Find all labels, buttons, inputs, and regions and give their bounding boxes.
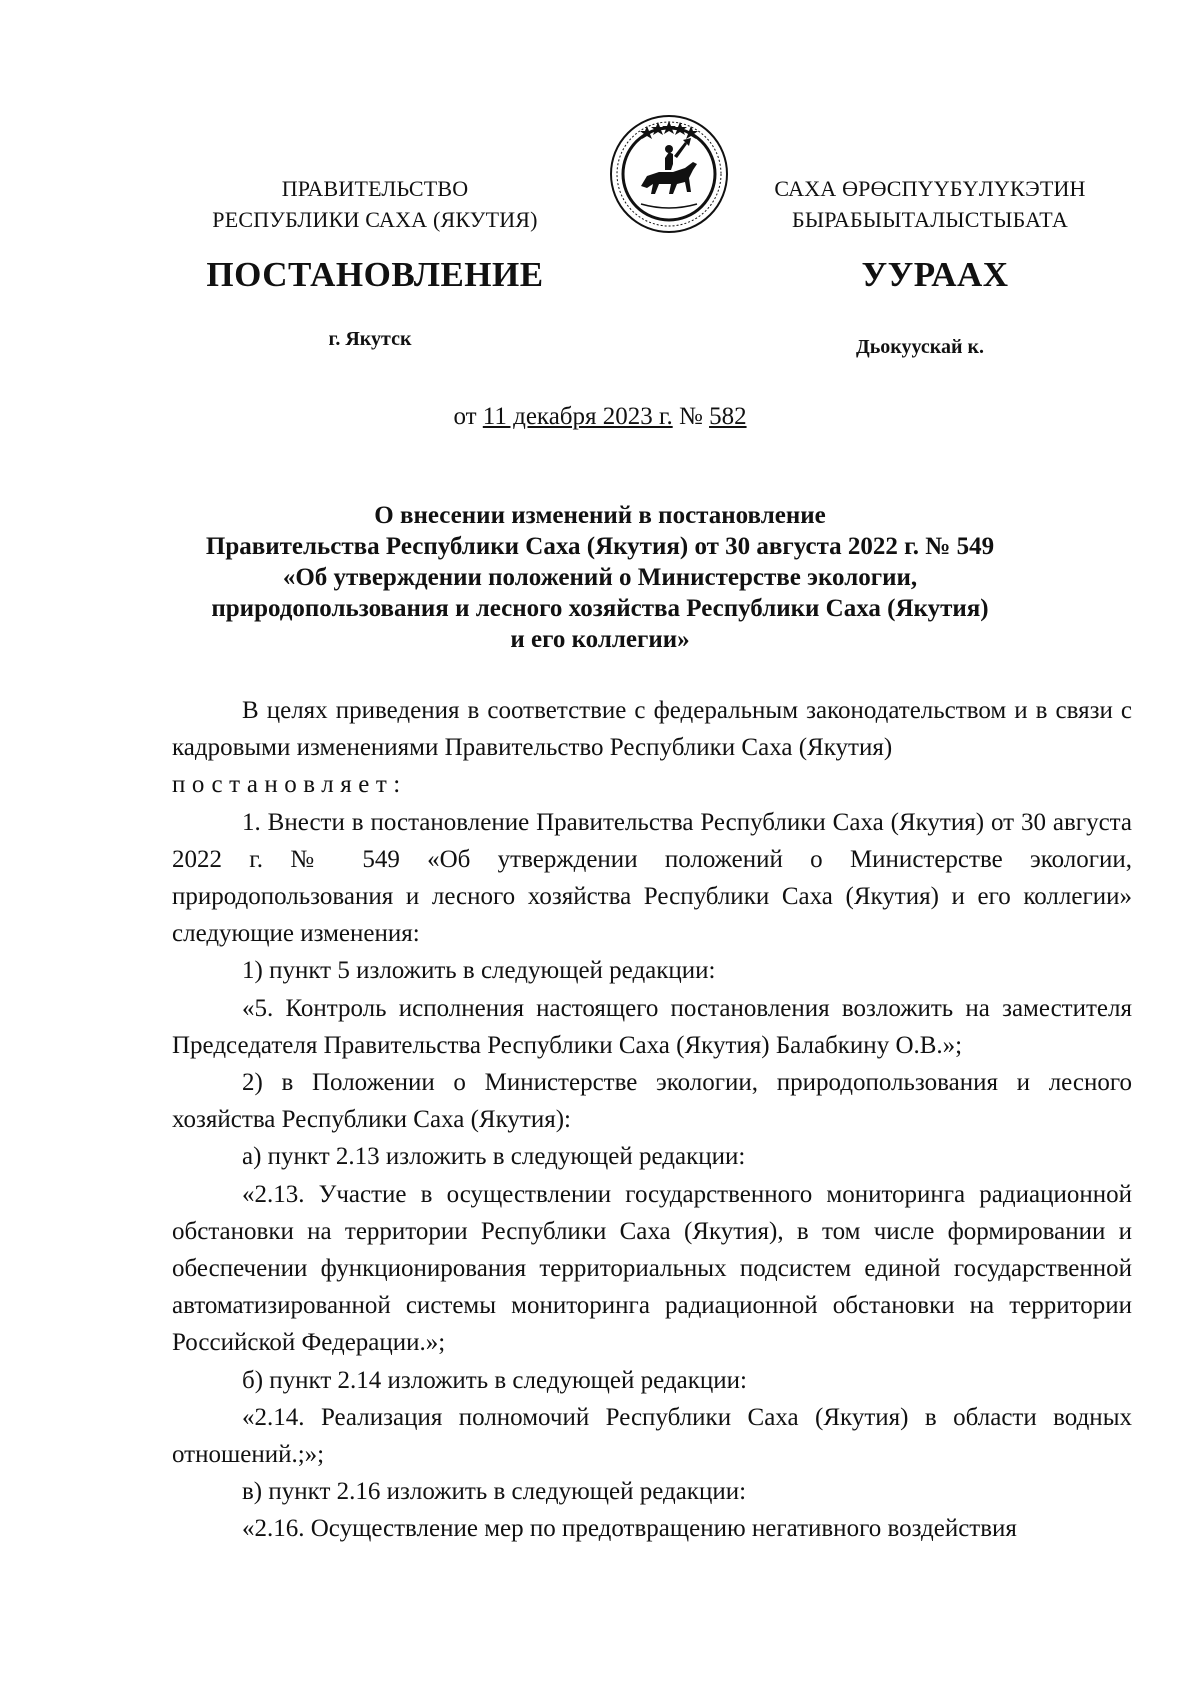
header-left-line2: РЕСПУБЛИКИ САХА (ЯКУТИЯ) bbox=[212, 207, 538, 232]
header-left-ru bbox=[160, 173, 590, 235]
title-line: О внесении изменений в постановление bbox=[374, 502, 826, 529]
title-line: и его коллегии» bbox=[510, 626, 690, 653]
subitem-b-text: «2.14. Реализация полномочий Республики Саха (Якутия) в области водных отношений.;»; bbox=[172, 1403, 1132, 1469]
document-title bbox=[175, 500, 1025, 655]
title-line: Правительства Республики Саха (Якутия) от 30 августа 2022 г. № 549 bbox=[205, 533, 995, 560]
header-right-line2: БЫРАБЫЫТАЛЫСТЫБАТА bbox=[792, 207, 1068, 232]
document-number: 582 bbox=[709, 403, 747, 430]
date-prefix: от bbox=[453, 403, 477, 430]
subitem-v: в) пункт 2.16 изложить в следующей редакции: bbox=[242, 1478, 747, 1506]
title-line: природопользования и лесного хозяйства Республики Саха (Якутия) bbox=[211, 595, 989, 622]
number-sign: № bbox=[678, 403, 703, 430]
intro-paragraph: В целях приведения в соответствие с федеральным законодательством и в связи с кадровыми изменениями Правительство Республики Саха (Якутия) bbox=[172, 697, 1132, 762]
resolves-word: постановляет: bbox=[172, 771, 407, 799]
header-left-line1: ПРАВИТЕЛЬСТВО bbox=[281, 176, 469, 201]
subitem-a: а) пункт 2.13 изложить в следующей редакции: bbox=[242, 1143, 746, 1171]
subitem-b: б) пункт 2.14 изложить в следующей редакции: bbox=[242, 1366, 747, 1394]
document-body bbox=[172, 692, 1132, 1548]
header-right-line1: САХА ӨРӨСПҮҮБҮЛҮКЭТИН bbox=[774, 176, 1086, 201]
city-sah: Дьокуускай к. bbox=[855, 336, 985, 358]
date-number-line bbox=[0, 403, 1200, 431]
header-right-sah bbox=[745, 173, 1115, 235]
subitem-1: 1) пункт 5 изложить в следующей редакции: bbox=[242, 957, 716, 985]
title-line: «Об утверждении положений о Министерстве экологии, bbox=[282, 564, 918, 591]
subitem-a-text: «2.13. Участие в осуществлении государственного мониторинга радиационной обстановки на территории Республики Саха (Якутия), в том числе формировании и обеспечении функционирования территориальных подсистем единой государственной автоматизированной системы мониторинга радиационной обстановки на территории Российской Федерации.»; bbox=[172, 1180, 1132, 1357]
subitem-v-text: «2.16. Осуществление мер по предотвращению негативного воздействия bbox=[242, 1515, 1017, 1543]
sakha-coat-of-arms-icon bbox=[607, 112, 731, 236]
subitem-2: 2) в Положении о Министерстве экологии, природопользования и лесного хозяйства Республики Саха (Якутия): bbox=[172, 1069, 1132, 1134]
city-ru: г. Якутск bbox=[328, 328, 412, 350]
doc-type-sah: УУРААХ bbox=[861, 255, 1009, 294]
subitem-1-text: «5. Контроль исполнения настоящего постановления возложить на заместителя Председателя Правительства Республики Саха (Якутия) Балабкину О.В.»; bbox=[172, 994, 1132, 1059]
doc-type-ru: ПОСТАНОВЛЕНИЕ bbox=[206, 255, 544, 294]
item-1: 1. Внести в постановление Правительства Республики Саха (Якутия) от 30 августа 2022 г. № 549 «Об утверждении положений о Министерстве экологии, природопользования и лесного хозяйства Республики Саха (Якутия) и его коллегии» следующие изменения: bbox=[172, 808, 1132, 948]
document-date: 11 декабря 2023 г. bbox=[482, 403, 673, 430]
